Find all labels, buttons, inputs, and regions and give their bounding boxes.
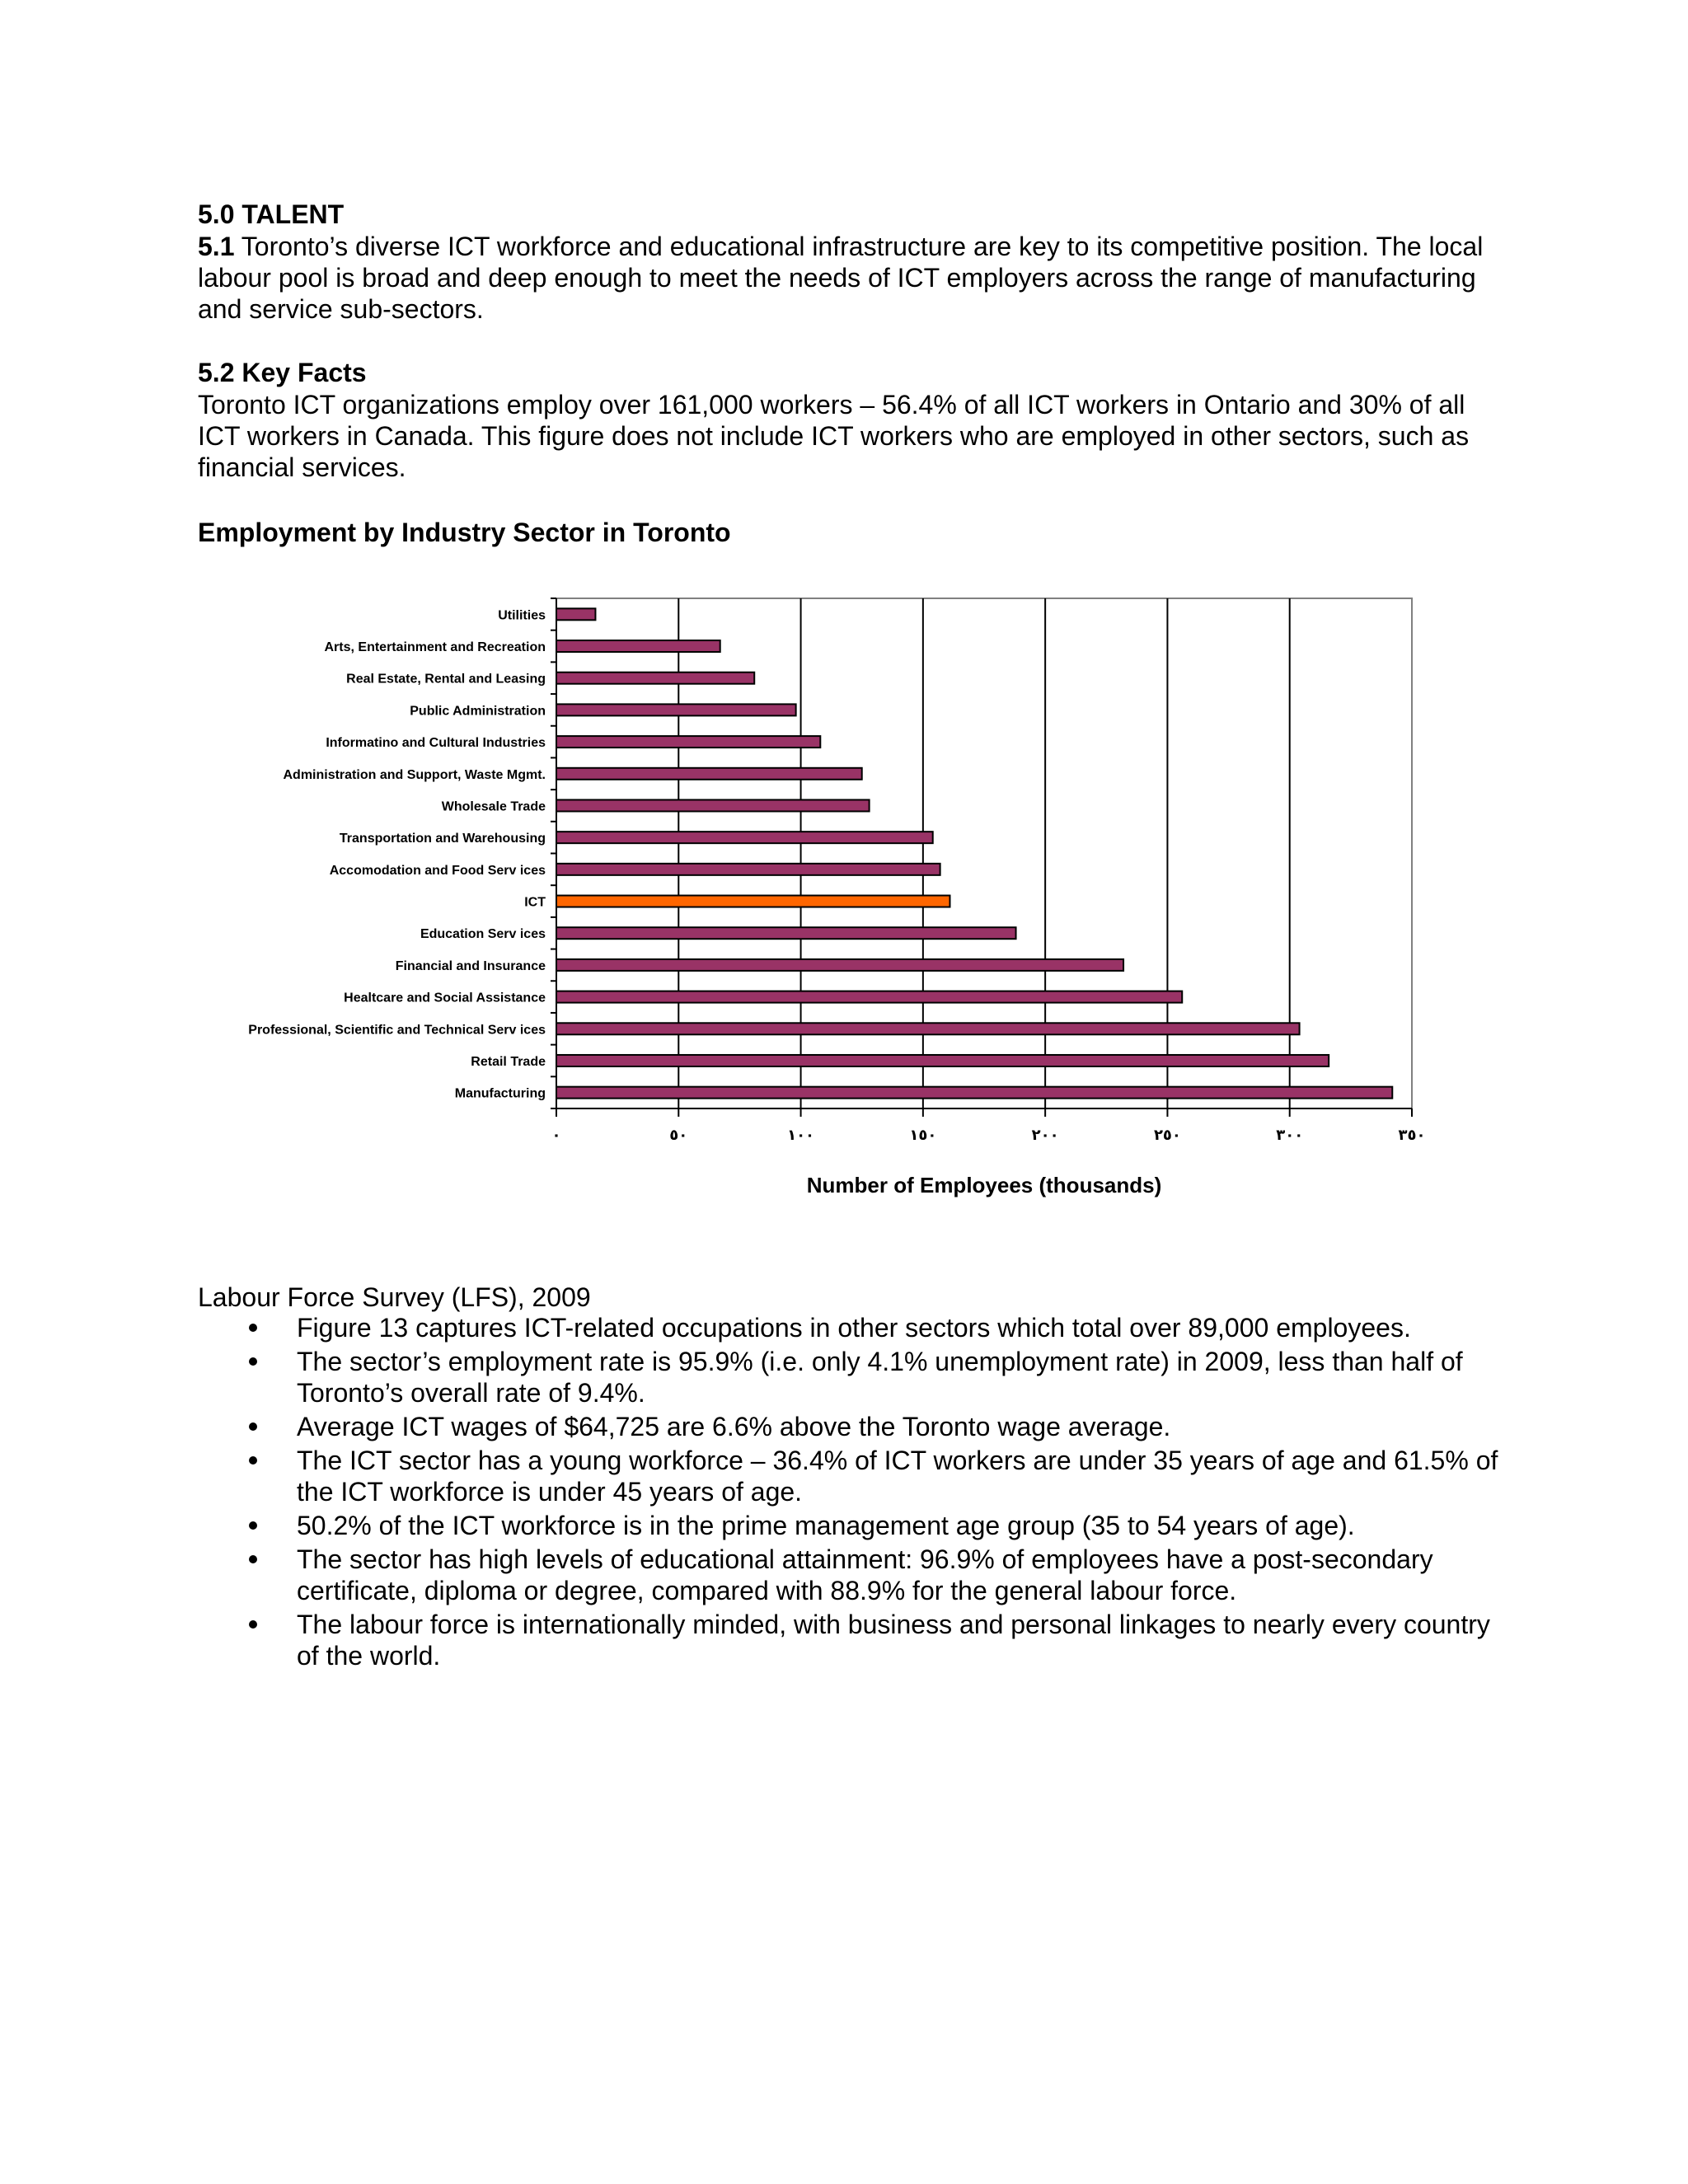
key-facts-heading: 5.2 Key Facts (198, 358, 367, 387)
bar-arts-entertainment-and-recreation (556, 640, 720, 652)
category-label: Arts, Entertainment and Recreation (324, 640, 546, 655)
x-tick-label: ٢٥٠ (1153, 1127, 1181, 1144)
bar-public-administration (556, 704, 796, 715)
bar-financial-and-insurance (556, 959, 1123, 971)
bar-wholesale-trade (556, 799, 870, 811)
bar-manufacturing (556, 1087, 1392, 1099)
key-facts-list (198, 1312, 1500, 1674)
category-label: Manufacturing (454, 1086, 546, 1101)
section-title: 5.0 TALENT (198, 199, 345, 229)
list-item: The sector has high levels of educational attainment: 96.9% of employees have a post-secondary certificate, diploma or degree, compared with 88.9% for the general labour force. (198, 1544, 1500, 1606)
document-body (198, 198, 1500, 549)
category-label: Wholesale Trade (441, 799, 546, 814)
category-label: Utilities (498, 608, 546, 623)
bar-professional-scientific-and-technical-serv-ices (556, 1023, 1300, 1034)
category-label: Real Estate, Rental and Leasing (346, 672, 546, 687)
bar-accomodation-and-food-serv-ices (556, 864, 940, 875)
category-label: Public Administration (410, 704, 546, 719)
bar-transportation-and-warehousing (556, 832, 933, 843)
category-label: Education Serv ices (420, 927, 546, 942)
category-label: Transportation and Warehousing (339, 832, 546, 846)
x-tick-label: ٣٠٠ (1276, 1127, 1304, 1144)
list-item: The sector’s employment rate is 95.9% (i.e. only 4.1% unemployment rate) in 2009, less than half of Toronto’s overall rate of 9.4%. (198, 1346, 1500, 1408)
list-item: Average ICT wages of $64,725 are 6.6% above the Toronto wage average. (198, 1411, 1500, 1442)
list-item: Figure 13 captures ICT-related occupations in other sectors which total over 89,000 employees. (198, 1312, 1500, 1343)
category-label: Financial and Insurance (395, 958, 546, 973)
bar-real-estate-rental-and-leasing (556, 673, 754, 684)
category-label: ICT (524, 895, 546, 910)
x-axis-title: Number of Employees (thousands) (806, 1173, 1162, 1197)
x-tick-label: ٢٠٠ (1031, 1127, 1059, 1144)
category-label: Healtcare and Social Assistance (344, 991, 546, 1005)
bar-utilities (556, 608, 595, 620)
bar-healtcare-and-social-assistance (556, 991, 1182, 1003)
category-label: Retail Trade (471, 1054, 546, 1069)
bar-administration-and-support-waste-mgmt (556, 768, 862, 780)
source-note: Labour Force Survey (LFS), 2009 (198, 1282, 591, 1312)
list-item: The ICT sector has a young workforce – 36.4% of ICT workers are under 35 years of age and 61.5% of the ICT workforce is under 45 years of age. (198, 1445, 1500, 1507)
chart-heading: Employment by Industry Sector in Toronto (198, 518, 731, 547)
category-label: Informatino and Cultural Industries (326, 736, 546, 751)
x-tick-label: ٥٠ (669, 1127, 688, 1144)
employment-chart (0, 593, 1484, 1244)
paragraph-5-1-text: Toronto’s diverse ICT workforce and educational infrastructure are key to its competitive position. The local labour pool is broad and deep enough to meet the needs of ICT employers across the range of manufacturing and service sub-sectors. (198, 232, 1484, 324)
x-tick-label: ٠ (551, 1127, 561, 1144)
list-item: The labour force is internationally minded, with business and personal linkages to nearly every country of the world. (198, 1609, 1500, 1671)
category-label: Professional, Scientific and Technical Serv ices (248, 1023, 546, 1038)
chart-svg (0, 593, 1484, 1244)
x-tick-label: ٣٥٠ (1398, 1127, 1426, 1144)
bar-education-serv-ices (556, 927, 1016, 939)
paragraph-5-2: Toronto ICT organizations employ over 161,000 workers – 56.4% of all ICT workers in Ontario and 30% of all ICT workers in Canada. This figure does not include ICT workers who are employed in other sectors, such as financial services. (198, 390, 1470, 482)
x-tick-label: ١٠٠ (787, 1127, 815, 1144)
paragraph-5-1 (198, 231, 1500, 325)
category-label: Administration and Support, Waste Mgmt. (283, 767, 546, 782)
x-tick-label: ١٥٠ (909, 1127, 937, 1144)
paragraph-5-1-label: 5.1 (198, 232, 235, 261)
bar-informatino-and-cultural-industries (556, 736, 820, 748)
list-item: 50.2% of the ICT workforce is in the prime management age group (35 to 54 years of age). (198, 1510, 1500, 1541)
bar-retail-trade (556, 1055, 1329, 1066)
category-label: Accomodation and Food Serv ices (329, 863, 546, 878)
bar-ict (556, 896, 950, 907)
